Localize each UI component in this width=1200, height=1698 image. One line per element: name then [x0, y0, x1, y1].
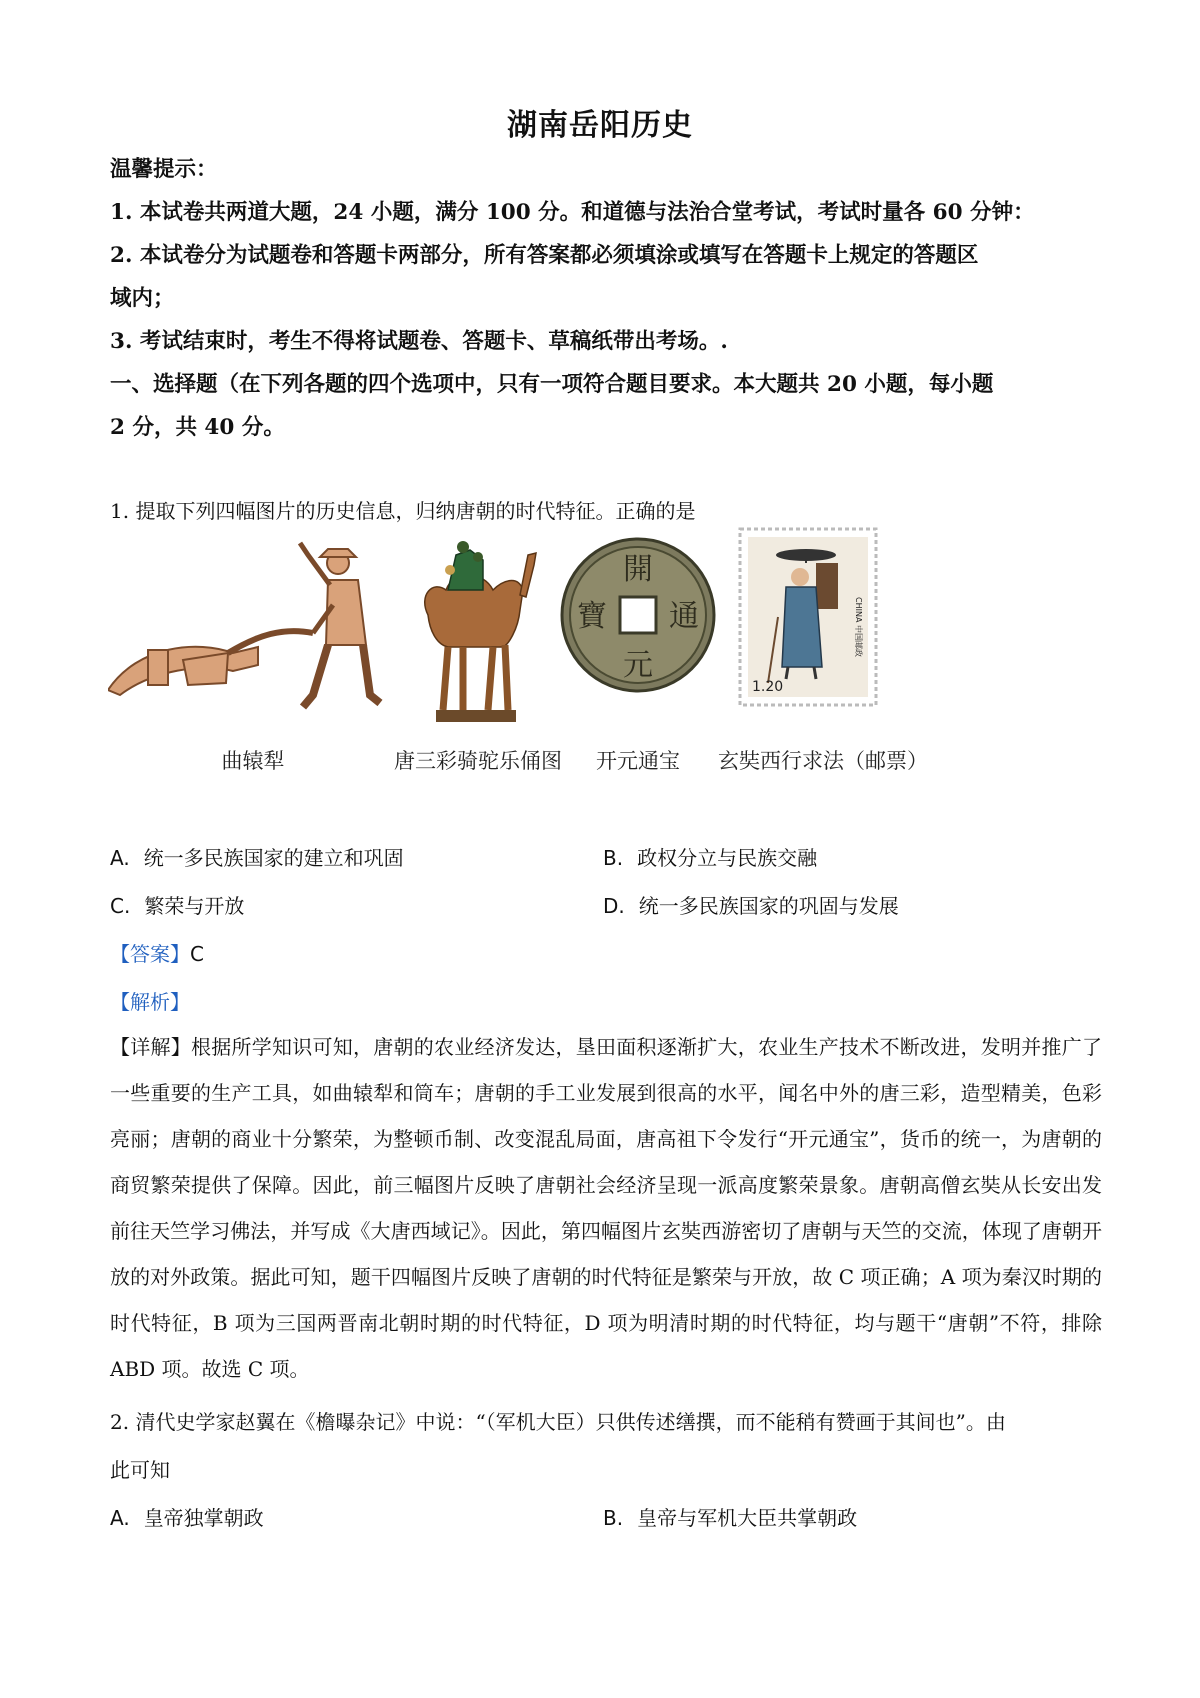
- coin-char-left: 寶: [577, 599, 607, 634]
- question-1-figures: [108, 535, 1008, 795]
- option-text: 统一多民族国家的巩固与发展: [638, 894, 899, 918]
- q1-option-d[interactable]: [603, 892, 899, 920]
- notice-line-3: 3. 考试结束时，考生不得将试题卷、答题卡、草稿纸带出考场。.: [110, 329, 728, 354]
- stamp-country: CHINA 中国邮政: [854, 597, 863, 657]
- notice-line-2a: 2. 本试卷分为试题卷和答题卡两部分，所有答案都必须填涂或填写在答题卡上规定的答题区: [110, 243, 979, 268]
- question-2-stem-line-2: 此可知: [110, 1458, 170, 1482]
- q1-answer: [110, 940, 204, 968]
- q1-analysis-tag: 【解析】: [110, 990, 190, 1014]
- q2-option-a[interactable]: [110, 1504, 264, 1532]
- page-title: 湖南岳阳历史: [507, 108, 693, 143]
- curved-plough-image: [108, 535, 383, 735]
- coin-char-bottom: 元: [623, 648, 653, 683]
- section-heading-line-1: 一、选择题（在下列各题的四个选项中，只有一项符合题目要求。本大题共 20 小题，每小题: [110, 372, 994, 397]
- option-label: A.: [110, 1506, 130, 1530]
- answer-value: C: [190, 942, 204, 966]
- option-label: D.: [603, 894, 625, 918]
- notice-heading: 温馨提示：: [110, 157, 218, 182]
- q1-option-a[interactable]: [110, 844, 404, 872]
- tang-sancai-camel-image: [408, 535, 538, 735]
- section-heading-line-2: 2 分，共 40 分。: [110, 415, 285, 440]
- option-text: 繁荣与开放: [144, 894, 245, 918]
- q1-detail-paragraph: 【详解】根据所学知识可知，唐朝的农业经济发达，垦田面积逐渐扩大，农业生产技术不断改进，发明并推广了一些重要的生产工具，如曲辕犁和筒车；唐朝的手工业发展到很高的水平，闻名中外的唐三彩，造型精美，色彩亮丽；唐朝的商业十分繁荣，为整顿币制、改变混乱局面，唐高祖下令发行“开元通宝”，货币的统一，为唐朝的商贸繁荣提供了保障。因此，前三幅图片反映了唐朝社会经济呈现一派高度繁荣景象。唐朝高僧玄奘从长安出发前往天竺学习佛法，并写成《大唐西域记》。因此，第四幅图片玄奘西游密切了唐朝与天竺的交流，体现了唐朝开放的对外政策。据此可知，题干四幅图片反映了唐朝的时代特征是繁荣与开放，故 C 项正确；A 项为秦汉时期的时代特征，B 项为三国两晋南北朝时期的时代特征，D 项为明清时期的时代特征，均与题干“唐朝”不符，排除 ABD 项。故选 C 项。: [110, 1035, 1102, 1381]
- xuanzang-stamp-image: [738, 527, 878, 707]
- caption-stamp: 玄奘西行求法（邮票）: [718, 749, 928, 773]
- question-1-stem: 1. 提取下列四幅图片的历史信息，归纳唐朝的时代特征。正确的是: [110, 499, 696, 523]
- notice-line-2b: 域内；: [110, 286, 175, 311]
- stamp-value: 1.20: [752, 679, 784, 695]
- notice-line-1: 1. 本试卷共两道大题，24 小题，满分 100 分。和道德与法治合堂考试，考试时量各 60 分钟：: [110, 200, 1035, 225]
- coin-char-top: 開: [623, 552, 653, 587]
- caption-coin: 开元通宝: [596, 749, 680, 773]
- option-text: 皇帝与军机大臣共掌朝政: [637, 1506, 858, 1530]
- q1-option-c[interactable]: [110, 892, 244, 920]
- option-text: 统一多民族国家的建立和巩固: [143, 846, 404, 870]
- answer-tag: 【答案】: [110, 942, 190, 966]
- option-label: B.: [603, 1506, 624, 1530]
- coin-char-right: 通: [669, 599, 699, 634]
- kaiyuan-tongbao-coin-image: [558, 535, 718, 695]
- q2-option-b[interactable]: [603, 1504, 857, 1532]
- option-label: A.: [110, 846, 130, 870]
- option-text: 政权分立与民族交融: [637, 846, 818, 870]
- option-label: B.: [603, 846, 624, 870]
- q1-option-b[interactable]: [603, 844, 817, 872]
- option-label: C.: [110, 894, 131, 918]
- question-2-stem-line-1: 2. 清代史学家赵翼在《檐曝杂记》中说：“（军机大臣）只供传述缮撰，而不能稍有赞画于其间也”。由: [110, 1410, 1006, 1434]
- caption-curved-plough: 曲辕犁: [221, 749, 285, 773]
- caption-camel: 唐三彩骑驼乐俑图: [394, 749, 562, 773]
- option-text: 皇帝独掌朝政: [143, 1506, 264, 1530]
